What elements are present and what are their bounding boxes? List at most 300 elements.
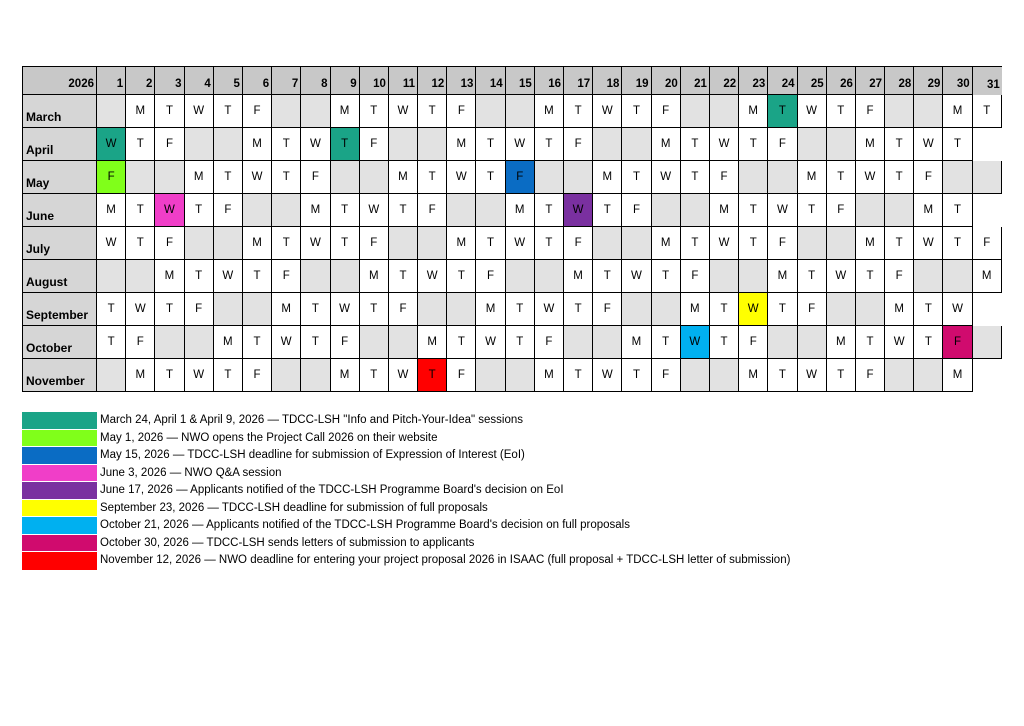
day-header-28: 28 [885,66,914,95]
day-header-23: 23 [739,66,768,95]
day-cell [652,293,681,326]
day-cell: W [593,359,622,392]
day-cell: W [97,227,126,260]
day-cell: T [155,359,184,392]
legend-text: June 17, 2026 — Applicants notified of the TDCC-LSH Programme Board's decision on EoI [100,484,564,496]
day-cell [827,293,856,326]
day-cell [185,326,214,359]
day-cell [418,293,447,326]
day-header-14: 14 [476,66,505,95]
day-cell [476,95,505,128]
day-cell: W [798,95,827,128]
day-cell: W [360,194,389,227]
month-name: August [22,260,97,293]
day-header-19: 19 [622,66,651,95]
month-row-march [22,95,1002,128]
day-cell: T [593,194,622,227]
day-cell [389,128,418,161]
day-cell: W [389,95,418,128]
day-header-8: 8 [301,66,330,95]
day-cell: T [681,161,710,194]
day-cell: W [447,161,476,194]
legend-item [22,535,790,553]
day-cell: M [885,293,914,326]
day-cell [126,161,155,194]
day-cell: W [301,227,330,260]
day-cell: F [914,161,943,194]
day-cell: T [885,128,914,161]
day-cell [827,227,856,260]
day-cell: W [856,161,885,194]
day-cell [155,326,184,359]
day-cell: T [856,260,885,293]
day-cell: T [476,161,505,194]
month-row-april [22,128,1002,161]
day-cell [973,161,1002,194]
legend-text: October 21, 2026 — Applicants notified of the TDCC-LSH Programme Board's decision on full proposals [100,519,630,531]
day-cell: W [622,260,651,293]
legend-item [22,500,790,518]
day-cell: M [214,326,243,359]
highlighted-day-cell: W [155,194,184,227]
day-cell: T [768,293,797,326]
day-cell: T [943,194,972,227]
day-cell: W [593,95,622,128]
day-cell [331,260,360,293]
day-header-11: 11 [389,66,418,95]
day-header-22: 22 [710,66,739,95]
day-cell [710,359,739,392]
legend-swatch [22,482,97,500]
day-cell [739,260,768,293]
day-cell: T [418,161,447,194]
day-cell [652,194,681,227]
day-cell: W [506,227,535,260]
day-cell: F [739,326,768,359]
day-cell: W [476,326,505,359]
day-cell: T [214,359,243,392]
day-cell: T [272,161,301,194]
day-cell: T [885,227,914,260]
day-cell: W [885,326,914,359]
day-cell: F [564,128,593,161]
day-cell [476,194,505,227]
day-cell: T [360,95,389,128]
day-cell: T [827,359,856,392]
day-cell: W [506,128,535,161]
day-cell [272,359,301,392]
day-header-15: 15 [506,66,535,95]
day-cell [97,95,126,128]
day-cell [710,95,739,128]
day-cell [389,227,418,260]
month-name: July [22,227,97,260]
day-cell: T [272,128,301,161]
day-header-9: 9 [331,66,360,95]
day-cell: T [301,326,330,359]
day-cell: W [914,227,943,260]
month-name: April [22,128,97,161]
day-cell [943,260,972,293]
day-header-21: 21 [681,66,710,95]
day-cell: M [389,161,418,194]
day-cell: T [243,260,272,293]
day-cell: F [652,359,681,392]
day-cell: T [360,359,389,392]
day-cell: T [622,359,651,392]
day-header-20: 20 [652,66,681,95]
legend-item [22,447,790,465]
day-cell [389,326,418,359]
day-header-29: 29 [914,66,943,95]
day-cell: T [331,194,360,227]
month-name: September [22,293,97,326]
empty-cell [973,128,1002,161]
day-cell [214,227,243,260]
day-cell: F [476,260,505,293]
day-cell: M [739,95,768,128]
legend-item [22,482,790,500]
day-cell: T [827,161,856,194]
day-cell [885,194,914,227]
day-cell [506,359,535,392]
day-cell [97,359,126,392]
day-cell: T [739,128,768,161]
day-cell: F [243,359,272,392]
day-cell [506,260,535,293]
day-cell [914,95,943,128]
day-cell: T [272,227,301,260]
day-cell: T [681,128,710,161]
day-cell [856,194,885,227]
highlighted-day-cell: W [681,326,710,359]
legend-item [22,517,790,535]
year-header: 2026 [22,66,97,95]
day-cell: T [506,293,535,326]
legend-item [22,552,790,570]
day-cell [243,293,272,326]
day-cell: T [214,95,243,128]
day-cell [126,260,155,293]
day-cell [798,227,827,260]
day-cell: T [739,227,768,260]
day-cell: F [768,128,797,161]
day-cell [856,293,885,326]
day-cell: W [535,293,564,326]
day-cell [768,161,797,194]
day-cell [214,128,243,161]
month-row-november [22,359,1002,392]
highlighted-day-cell: F [943,326,972,359]
legend-swatch [22,535,97,553]
day-cell: W [827,260,856,293]
day-cell: T [652,326,681,359]
legend-text: June 3, 2026 — NWO Q&A session [100,466,282,479]
month-name: November [22,359,97,392]
legend-text: May 15, 2026 — TDCC-LSH deadline for submission of Expression of Interest (EoI) [100,449,525,461]
day-cell: F [798,293,827,326]
day-cell: T [447,260,476,293]
day-header-3: 3 [155,66,184,95]
day-cell: M [97,194,126,227]
day-cell: F [564,227,593,260]
month-row-september [22,293,1002,326]
month-row-june [22,194,1002,227]
day-cell: M [535,359,564,392]
day-header-4: 4 [185,66,214,95]
day-cell: F [856,95,885,128]
day-header-2: 2 [126,66,155,95]
day-cell: F [885,260,914,293]
day-cell: T [185,260,214,293]
day-cell: M [681,293,710,326]
day-cell [622,227,651,260]
day-cell [535,260,564,293]
legend-swatch [22,430,97,448]
day-cell: M [447,128,476,161]
day-header-26: 26 [827,66,856,95]
day-cell: W [272,326,301,359]
day-cell: M [652,128,681,161]
day-cell: M [768,260,797,293]
day-cell [155,161,184,194]
day-cell: T [214,161,243,194]
day-cell: T [476,128,505,161]
day-cell: W [185,95,214,128]
day-cell [622,293,651,326]
day-cell: F [243,95,272,128]
day-cell [593,227,622,260]
day-cell [681,194,710,227]
day-cell: M [943,95,972,128]
day-cell: T [155,95,184,128]
day-cell: F [360,227,389,260]
month-name: June [22,194,97,227]
day-cell: M [243,128,272,161]
day-cell [681,95,710,128]
day-cell [739,161,768,194]
day-cell: F [622,194,651,227]
legend-swatch [22,500,97,518]
day-cell: T [622,95,651,128]
day-cell [418,128,447,161]
day-cell: F [827,194,856,227]
legend-item [22,412,790,430]
day-cell [798,326,827,359]
day-cell [564,326,593,359]
day-cell [914,260,943,293]
day-cell [798,128,827,161]
day-cell: T [593,260,622,293]
legend-item [22,465,790,483]
day-cell: F [447,95,476,128]
day-cell: T [710,326,739,359]
day-cell: T [710,293,739,326]
legend-swatch [22,465,97,483]
day-cell [185,227,214,260]
day-cell: M [331,95,360,128]
day-cell: M [943,359,972,392]
day-cell: T [622,161,651,194]
day-cell: W [710,227,739,260]
day-cell [943,161,972,194]
day-cell: M [243,227,272,260]
day-cell: T [331,227,360,260]
day-header-7: 7 [272,66,301,95]
legend-text: November 12, 2026 — NWO deadline for entering your project proposal 2026 in ISAAC (full proposal + TDCC-LSH letter of submission) [100,554,791,566]
day-cell: T [564,293,593,326]
day-cell: M [739,359,768,392]
day-cell: M [331,359,360,392]
legend-swatch [22,412,97,430]
day-cell: T [243,326,272,359]
day-cell: M [827,326,856,359]
highlighted-day-cell: T [418,359,447,392]
day-cell [914,359,943,392]
day-cell: T [389,260,418,293]
day-cell [535,161,564,194]
month-row-july [22,227,1002,260]
day-cell [301,95,330,128]
day-cell: T [798,260,827,293]
day-cell: M [447,227,476,260]
day-cell: W [185,359,214,392]
day-cell: T [360,293,389,326]
day-cell: F [155,128,184,161]
day-header-17: 17 [564,66,593,95]
day-cell [768,326,797,359]
day-cell: T [681,227,710,260]
day-cell: M [652,227,681,260]
day-cell [301,260,330,293]
day-cell: T [126,194,155,227]
day-header-25: 25 [798,66,827,95]
day-cell: T [447,326,476,359]
day-cell: T [943,128,972,161]
day-cell: T [506,326,535,359]
day-header-31: 31 [973,66,1002,95]
highlighted-day-cell: W [97,128,126,161]
day-cell [593,128,622,161]
month-name: May [22,161,97,194]
legend-swatch [22,517,97,535]
day-cell [622,128,651,161]
day-cell [360,161,389,194]
day-cell: M [710,194,739,227]
day-header-10: 10 [360,66,389,95]
day-cell: T [535,194,564,227]
legend-text: May 1, 2026 — NWO opens the Project Call 2026 on their website [100,431,438,444]
day-header-13: 13 [447,66,476,95]
day-cell: F [214,194,243,227]
day-cell: M [301,194,330,227]
day-cell [214,293,243,326]
day-cell: F [126,326,155,359]
day-cell: M [272,293,301,326]
day-cell: F [447,359,476,392]
legend [22,412,790,570]
day-cell: F [681,260,710,293]
day-cell: F [973,227,1002,260]
day-cell [681,359,710,392]
day-cell: T [535,227,564,260]
day-cell: F [389,293,418,326]
day-cell: F [710,161,739,194]
day-cell: M [564,260,593,293]
day-cell: T [564,359,593,392]
day-cell: M [476,293,505,326]
day-header-24: 24 [768,66,797,95]
day-cell: W [943,293,972,326]
day-cell: M [126,95,155,128]
calendar-header-row [22,66,1002,95]
day-cell [272,95,301,128]
day-cell: M [798,161,827,194]
day-cell: T [798,194,827,227]
day-cell: M [506,194,535,227]
legend-swatch [22,447,97,465]
day-cell: W [301,128,330,161]
day-header-16: 16 [535,66,564,95]
day-cell: F [593,293,622,326]
highlighted-day-cell: F [506,161,535,194]
day-cell: T [739,194,768,227]
day-cell: T [301,293,330,326]
month-name: October [22,326,97,359]
day-cell: W [914,128,943,161]
day-header-18: 18 [593,66,622,95]
day-cell: M [418,326,447,359]
day-header-12: 12 [418,66,447,95]
day-cell: M [856,128,885,161]
highlighted-day-cell: T [768,95,797,128]
day-cell: T [768,359,797,392]
day-cell: W [768,194,797,227]
highlighted-day-cell: W [564,194,593,227]
day-header-27: 27 [856,66,885,95]
legend-swatch [22,552,97,570]
day-cell: T [914,326,943,359]
day-cell [185,128,214,161]
day-cell: T [535,128,564,161]
day-cell [418,227,447,260]
day-cell: T [155,293,184,326]
calendar-grid [22,66,1002,392]
day-header-5: 5 [214,66,243,95]
day-cell: T [885,161,914,194]
day-cell: T [564,95,593,128]
day-cell [447,293,476,326]
day-cell: T [856,326,885,359]
day-cell: T [418,95,447,128]
day-cell [243,194,272,227]
highlighted-day-cell: T [331,128,360,161]
day-cell [827,128,856,161]
day-cell: W [243,161,272,194]
day-cell: F [652,95,681,128]
empty-cell [973,194,1002,227]
day-cell: F [360,128,389,161]
day-cell: M [914,194,943,227]
day-cell: F [856,359,885,392]
day-cell: F [301,161,330,194]
day-cell: W [418,260,447,293]
day-cell: T [476,227,505,260]
legend-text: October 30, 2026 — TDCC-LSH sends letters of submission to applicants [100,536,475,549]
day-cell: W [126,293,155,326]
day-cell: T [126,227,155,260]
day-cell: M [126,359,155,392]
